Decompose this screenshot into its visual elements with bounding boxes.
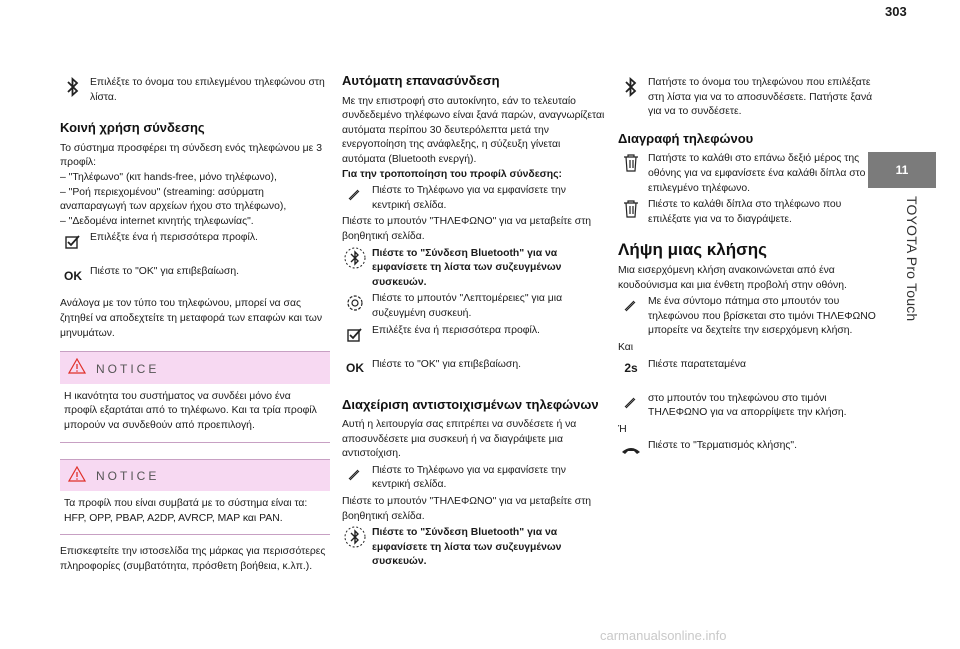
manage-step-3-row: [342, 526, 606, 570]
ok-row: [60, 265, 330, 289]
delete-step-1-row: [618, 152, 880, 196]
receive-step-1-text: Με ένα σύντομο πάτημα στο μπουτόν του τηλεφώνου που βρίσκεται στο τιμόνι ΤΗΛΕΦΩΝΟ μπορείτε να δεχτείτε την εισερχόμενη κλήση.: [648, 296, 876, 337]
auto-text: Με την επιστροφή στο αυτοκίνητο, εάν το τελευταίο συνδεδεμένο τηλέφωνο είναι ξανά παρών, αναγνωρίζεται αυτόματα περίπου 30 δευτερόλεπτα μετά την ενεργοποίηση της ανάφλεξης, η σύζευξη γίνεται αυτόματα (Bluetooth ενεργή).: [342, 95, 605, 165]
step-1-row: [342, 184, 606, 213]
notice-1-body: Η ικανότητα του συστήματος να συνδέει μόνο ένα προφίλ εξαρτάται από το τηλέφωνο. Και τα τρία προφίλ μπορούν να συνδεθούν από προεπιλογή.: [60, 384, 330, 443]
visit-text: Επισκεφτείτε την ιστοσελίδα της μάρκας για περισσότερες πληροφορίες (συμβατότητα, πρόσθετη βοήθεια, κ.λπ.).: [60, 546, 326, 572]
watermark: carmanualsonline.info: [600, 628, 727, 643]
step-5-row: [342, 324, 606, 348]
step-3-row: [342, 247, 606, 291]
heading-receive-call: Λήψη μιας κλήσης: [618, 240, 767, 260]
intro-text: Επιλέξτε το όνομα του επιλεγμένου τηλεφώνου στη λίστα.: [90, 77, 325, 103]
receive-step-1-row: [618, 295, 880, 339]
long-press-2s-icon: 2s: [624, 361, 638, 376]
bluetooth-icon: [618, 74, 644, 100]
bluetooth-connection-icon: [342, 245, 368, 271]
column-2: [342, 74, 606, 572]
step-1-text: Πιέστε το Τηλέφωνο για να εμφανίσετε την κεντρική σελίδα.: [372, 185, 566, 211]
warning-icon: [68, 466, 86, 488]
warning-icon: [68, 358, 86, 380]
phone-handset-icon: [618, 293, 644, 319]
notice-2-title: NOTICE: [96, 469, 160, 483]
profile-streaming: – "Ροή περιεχομένου" (streaming: ασύρματη αναπαραγωγή των αρχείων ήχου στο τηλέφωνο),: [60, 186, 287, 213]
notice-1-header: [60, 351, 330, 384]
delete-step-2-row: [618, 198, 880, 227]
notice-2-body: Τα προφίλ που είναι συμβατά με το σύστημα είναι τα: HFP, OPP, PBAP, A2DP, AVRCP, MAP και PAN.: [60, 491, 330, 535]
step-3-text: Πιέστε το "Σύνδεση Bluetooth" για να εμφανίσετε τη λίστα των συζευγμένων συσκευών.: [372, 247, 562, 288]
chapter-tab: 11: [868, 152, 936, 188]
name-row: [618, 76, 880, 120]
heading-auto-reconnect: Αυτόματη επανασύνδεση: [342, 73, 500, 88]
name-text: Πατήστε το όνομα του τηλεφώνου που επιλέξατε στη λίστα για να το αποσυνδέσετε. Πατήστε ξανά για να το συνδέσετε.: [648, 77, 873, 118]
profile-internet: – "Δεδομένα internet κινητής τηλεφωνίας".: [60, 215, 254, 227]
receive-step-2-row: [618, 358, 880, 382]
gear-icon: [342, 290, 368, 316]
receive-step-2-text: Πιέστε παρατεταμένα: [648, 358, 746, 370]
bluetooth-connection-icon: [342, 524, 368, 550]
chapter-label: TOYOTA Pro Touch: [904, 196, 920, 322]
select-profiles-text: Επιλέξτε ένα ή περισσότερα προφίλ.: [90, 232, 258, 244]
delete-step-1-text: Πατήστε το καλάθι στο επάνω δεξιό μέρος της οθόνης για να εμφανίσετε ένα καλάθι δίπλα στο επιλεγμένο τηλέφωνο.: [648, 153, 866, 194]
checkbox-icon: [342, 322, 368, 348]
step-2-text: Πιέστε το μπουτόν "ΤΗΛΕΦΩΝΟ" για να μεταβείτε στη βοηθητική σελίδα.: [342, 216, 592, 242]
manage-step-2-text: Πιέστε το μπουτόν "ΤΗΛΕΦΩΝΟ" για να μεταβείτε στη βοηθητική σελίδα.: [342, 496, 592, 522]
checkbox-icon: [60, 229, 86, 255]
heading-shared-connection: Κοινή χρήση σύνδεσης: [60, 120, 205, 136]
manage-step-1-text: Πιέστε το Τηλέφωνο για να εμφανίσετε την κεντρική σελίδα.: [372, 464, 566, 491]
and-text: Και: [618, 341, 634, 353]
receive-step-3-text: στο μπουτόν του τηλεφώνου στο τιμόνι ΤΗΛΕΦΩΝΟ για να απορρίψετε την κλήση.: [648, 392, 847, 419]
delete-step-2-text: Πιέστε το καλάθι δίπλα στο τηλέφωνο που επιλέξατε για να το διαγράψετε.: [648, 199, 842, 225]
receive-step-3-row: [618, 392, 880, 421]
step-4-row: [342, 292, 606, 321]
modify-heading: Για την τροποποίηση του προφίλ σύνδεσης:: [342, 168, 562, 180]
page-number: 303: [885, 4, 907, 19]
phone-handset-icon: [618, 390, 644, 416]
or-text: Ή: [618, 423, 627, 435]
trash-icon: [618, 196, 644, 222]
manage-text: Αυτή η λειτουργία σας επιτρέπει να συνδέσετε ή να αποσυνδέσετε μια συσκευή ή να διαγράψετε μια αντιστοίχιση.: [342, 419, 577, 460]
column-1: [60, 74, 330, 574]
receive-step-4-text: Πιέστε το "Τερματισμός κλήσης".: [648, 440, 797, 452]
step-5-text: Επιλέξτε ένα ή περισσότερα προφίλ.: [372, 324, 540, 336]
profile-phone: – "Τηλέφωνο" (κιτ hands-free, μόνο τηλέφωνο),: [60, 171, 277, 183]
phone-handset-icon: [342, 182, 368, 208]
heading-delete-phone: Διαγραφή τηλεφώνου: [618, 130, 754, 146]
column-3: [618, 74, 880, 465]
step-4-text: Πιέστε το μπουτόν "Λεπτομέρειες" για μια συζευγμένη συσκευή.: [372, 293, 563, 319]
heading-manage-phones: Διαχείριση αντιστοιχισμένων τηλεφώνων: [342, 396, 599, 412]
manage-step-3-text: Πιέστε το "Σύνδεση Bluetooth" για να εμφανίσετε τη λίστα των συζευγμένων συσκευών.: [372, 527, 562, 568]
press-ok-text: Πιέστε το "OK" για επιβεβαίωση.: [90, 266, 239, 278]
phone-handset-icon: [342, 462, 368, 488]
ok-icon: OK: [346, 361, 364, 376]
select-profile-row: [60, 231, 330, 255]
depending-text: Ανάλογα με τον τύπο του τηλεφώνου, μπορεί να σας ζητηθεί να αποδεχτείτε τη μεταφορά των επαφών και των μηνυμάτων.: [60, 298, 323, 339]
end-call-icon: [618, 437, 644, 463]
intro-row: [60, 76, 330, 105]
receive-text: Μια εισερχόμενη κλήση ανακοινώνεται από ένα κουδούνισμα και μια ένθετη προβολή στην οθόνη.: [618, 264, 847, 291]
trash-icon: [618, 150, 644, 176]
bluetooth-icon: [60, 74, 86, 100]
notice-2-header: [60, 459, 330, 492]
notice-1-title: NOTICE: [96, 361, 160, 376]
receive-step-4-row: [618, 439, 880, 463]
ok-icon: OK: [64, 269, 82, 284]
manage-step-1-row: [342, 464, 606, 493]
shared-text: Το σύστημα προσφέρει τη σύνδεση ενός τηλεφώνου με 3 προφίλ:: [60, 142, 322, 169]
step-6-text: Πιέστε το "OK" για επιβεβαίωση.: [372, 358, 521, 370]
step-6-row: [342, 358, 606, 382]
